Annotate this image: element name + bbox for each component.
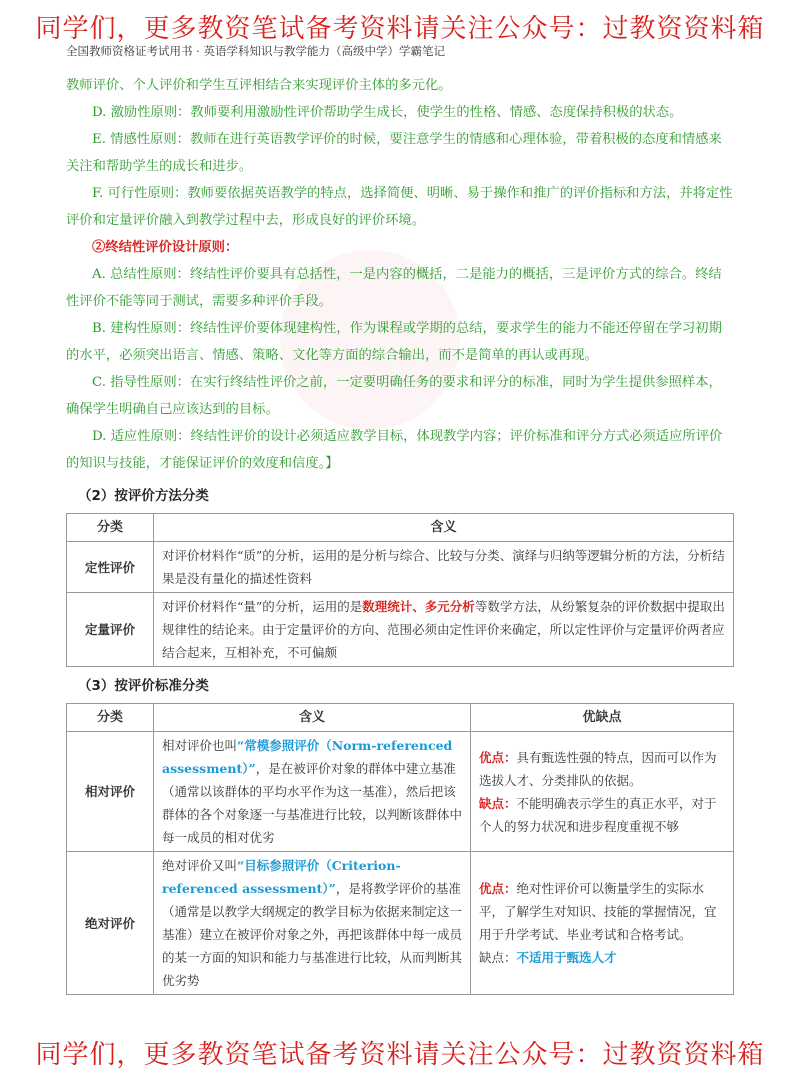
table-header: 分类: [67, 514, 154, 542]
book-subtitle: 全国教师资格证考试用书 · 英语学科知识与教学能力（高级中学）学霸笔记: [66, 44, 445, 58]
table-header-row: [67, 514, 734, 542]
category-cell: 定性评价: [67, 542, 154, 593]
section-title: （3）按评价标准分类: [78, 678, 209, 694]
sub-heading: ②终结性评价设计原则：: [92, 240, 239, 255]
paragraph: B. 建构性原则：终结性评价要体现建构性，作为课程或学期的总结，要求学生的能力不能还停留在学习初期的水平，必须突出语言、情感、策略、文化等方面的综合输出，而不是简单的再认或再现。: [66, 321, 722, 363]
paragraph: A. 总结性原则：终结性评价要具有总括性，一是内容的概括，二是能力的概括，三是评价方式的综合。终结性评价不能等同于测试，需要多种评价手段。: [66, 267, 722, 309]
term-text: “目标参照评价（Criterion-referenced assessment）”: [162, 858, 401, 896]
con-text: 不能明确表示学生的真正水平，对于个人的努力状况和进步程度重视不够: [479, 795, 717, 834]
top-banner: 同学们，更多教资笔试备考资料请关注公众号：过教资资料箱: [35, 14, 765, 44]
meaning-text: 等数学方法，从纷繁复杂的评价数据中提取出规律性的结论来。由于定量评价的方向、范围必须由定性评价来确定，所以定性评价与定量评价两者应结合起来，互相补充，不可偏颇: [162, 599, 725, 660]
pro-label: 优点：: [479, 881, 517, 896]
meaning-text: ，是将教学评价的基准（通常是以教学大纲规定的教学目标为依据来制定这一基准）建立在被评价对象之外，再把该群体中每一成员的某一方面的知识和能力与基准进行比较，从而判断其优劣势: [162, 881, 463, 988]
paragraph: E. 情感性原则：教师在进行英语教学评价的时候，要注意学生的情感和心理体验，带着积极的态度和情感来关注和帮助学生的成长和进步。: [66, 132, 722, 174]
method-classification-table: [66, 513, 734, 667]
table-header-row: [67, 704, 734, 732]
pros-cons-cell: [471, 852, 734, 995]
pros-cons-cell: [471, 732, 734, 852]
table-header: 分类: [67, 704, 154, 732]
pro-text: 绝对性评价可以衡量学生的实际水平，了解学生对知识、技能的掌握情况，宜用于升学考试、毕业考试和合格考试。: [479, 881, 717, 942]
table-header: 含义: [154, 704, 471, 732]
meaning-text: 绝对评价又叫: [162, 858, 238, 873]
highlight-text: 数理统计、多元分析: [362, 599, 475, 614]
paragraph: F. 可行性原则：教师要依据英语教学的特点，选择简便、明晰、易于操作和推广的评价指标和方法，并将定性评价和定量评价融入到教学过程中去，形成良好的评价环境。: [66, 186, 733, 228]
table-header: 优缺点: [471, 704, 734, 732]
paragraph: D. 激励性原则：教师要利用激励性评价帮助学生成长，使学生的性格、情感、态度保持积极的状态。: [92, 105, 683, 120]
meaning-cell: 对评价材料作“质”的分析，运用的是分析与综合、比较与分类、演绎与归纳等逻辑分析的方法，分析结果是没有量化的描述性资料: [154, 542, 734, 593]
pro-label: 优点：: [479, 749, 517, 765]
meaning-cell: [154, 593, 734, 667]
category-cell: 绝对评价: [67, 852, 154, 995]
section-title: （2）按评价方法分类: [78, 488, 209, 504]
category-cell: 定量评价: [67, 593, 154, 667]
page-content: [66, 72, 734, 995]
table-row: [67, 542, 734, 593]
meaning-cell: [154, 852, 471, 995]
bottom-banner: 同学们，更多教资笔试备考资料请关注公众号：过教资资料箱: [35, 1040, 765, 1070]
standard-classification-table: [66, 703, 734, 995]
con-label: 缺点：: [479, 950, 517, 965]
meaning-text: ，是在被评价对象的群体中建立基准（通常以该群体的平均水平作为这一基准），然后把该群体的各个对象逐一与基准进行比较，以判断该群体中每一成员的相对优劣: [162, 761, 463, 845]
paragraph: D. 适应性原则：终结性评价的设计必须适应教学目标，体现教学内容；评价标准和评分方式必须适应所评价的知识与技能，才能保证评价的效度和信度。】: [66, 429, 723, 471]
paragraph: C. 指导性原则：在实行终结性评价之前，一定要明确任务的要求和评分的标准，同时为学生提供参照样本，确保学生明确自己应该达到的目标。: [66, 375, 722, 417]
table-row: [67, 732, 734, 852]
con-label: 缺点：: [479, 795, 517, 811]
term-text: “常模参照评价（Norm-referenced assessment）”: [162, 738, 453, 776]
pro-text: 具有甄选性强的特点，因而可以作为选拔人才、分类排队的依据。: [479, 749, 717, 788]
meaning-text: 对评价材料作“量”的分析，运用的是: [162, 599, 363, 614]
meaning-text: 相对评价也叫: [162, 738, 238, 753]
con-text: 不适用于甄选人才: [516, 950, 617, 965]
table-header: 含义: [154, 514, 734, 542]
table-row: [67, 593, 734, 667]
meaning-cell: [154, 732, 471, 852]
paragraph: 教师评价、个人评价和学生互评相结合来实现评价主体的多元化。: [66, 78, 452, 93]
category-cell: 相对评价: [67, 732, 154, 852]
table-row: [67, 852, 734, 995]
